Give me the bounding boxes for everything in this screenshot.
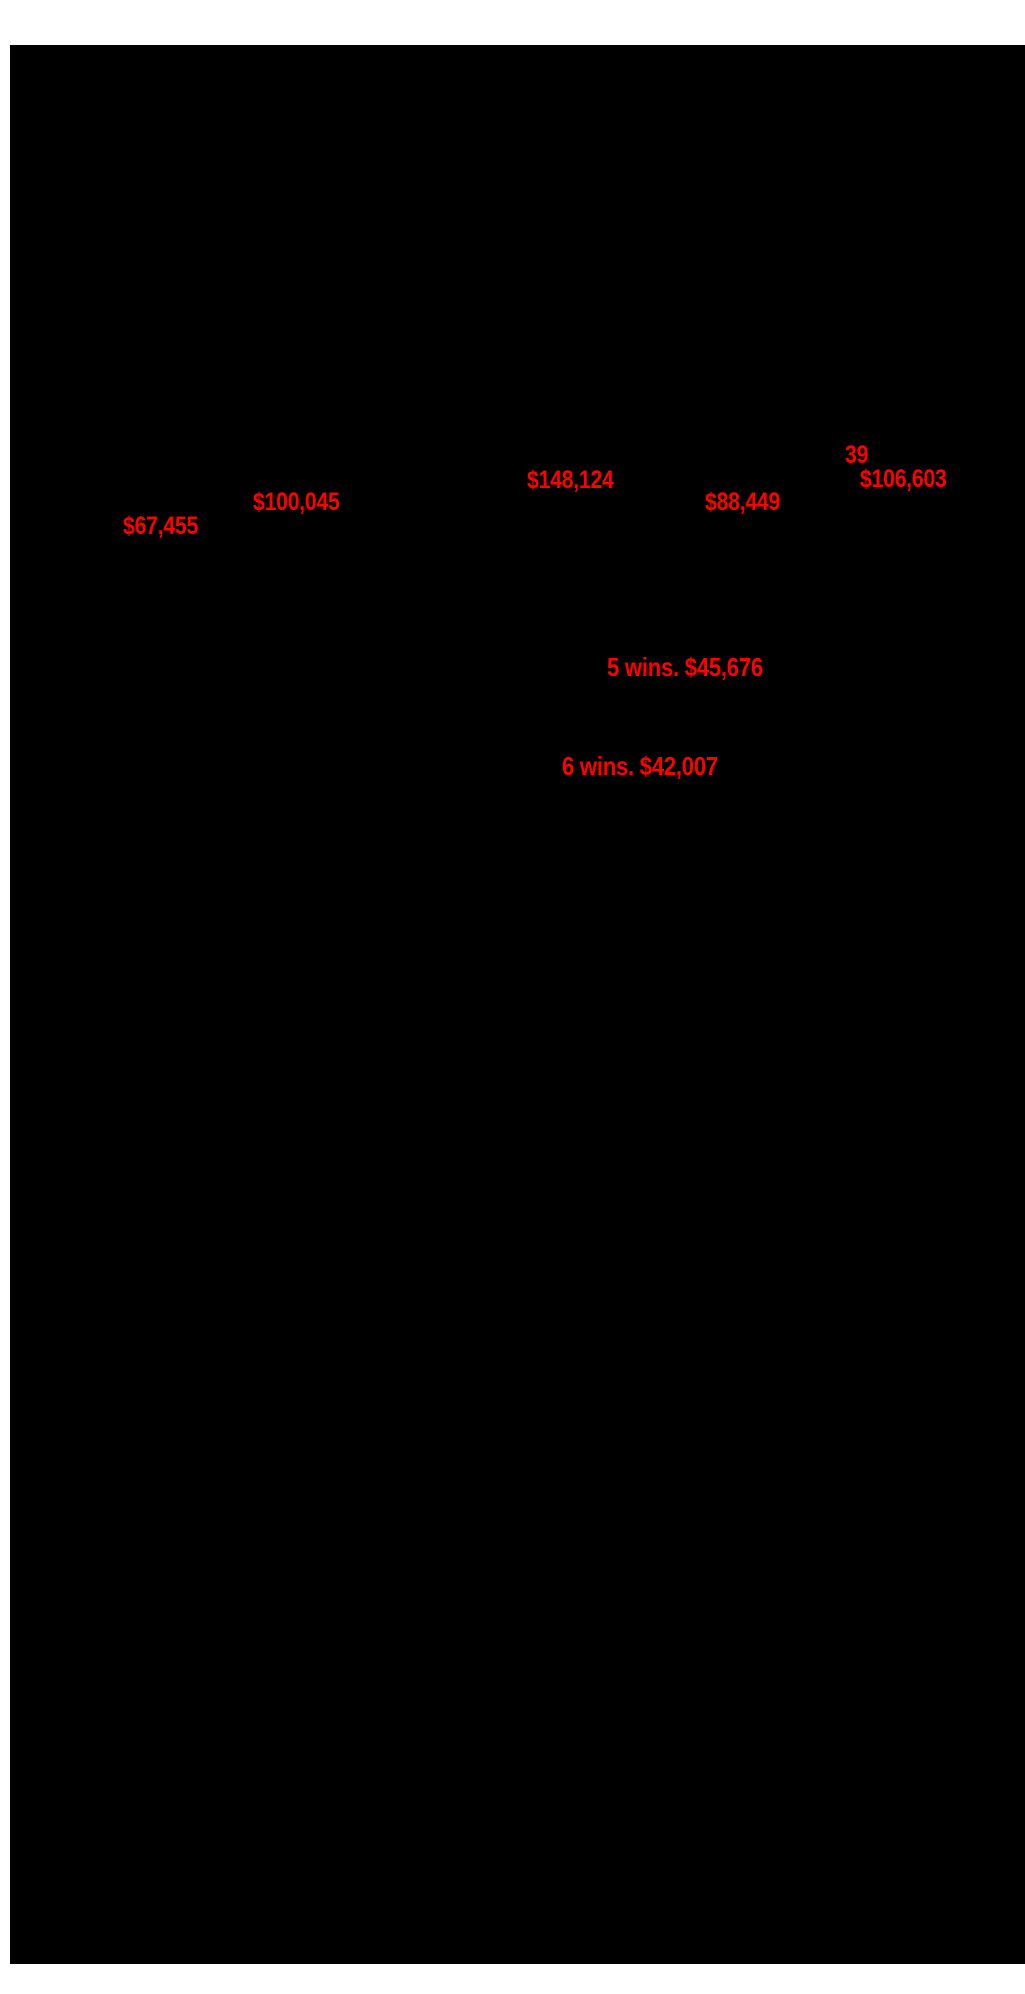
money-label-3: $148,124	[527, 466, 614, 494]
wins-summary-2: 6 wins. $42,007	[562, 751, 718, 781]
money-label-5: $106,603	[860, 465, 947, 493]
money-label-2: $100,045	[253, 488, 340, 516]
money-label-1: $67,455	[123, 512, 199, 540]
money-label-4: $88,449	[705, 488, 781, 516]
wins-summary-1: 5 wins. $45,676	[607, 652, 763, 682]
count-label-39: 39	[845, 441, 869, 469]
chart-panel	[10, 45, 1025, 1964]
